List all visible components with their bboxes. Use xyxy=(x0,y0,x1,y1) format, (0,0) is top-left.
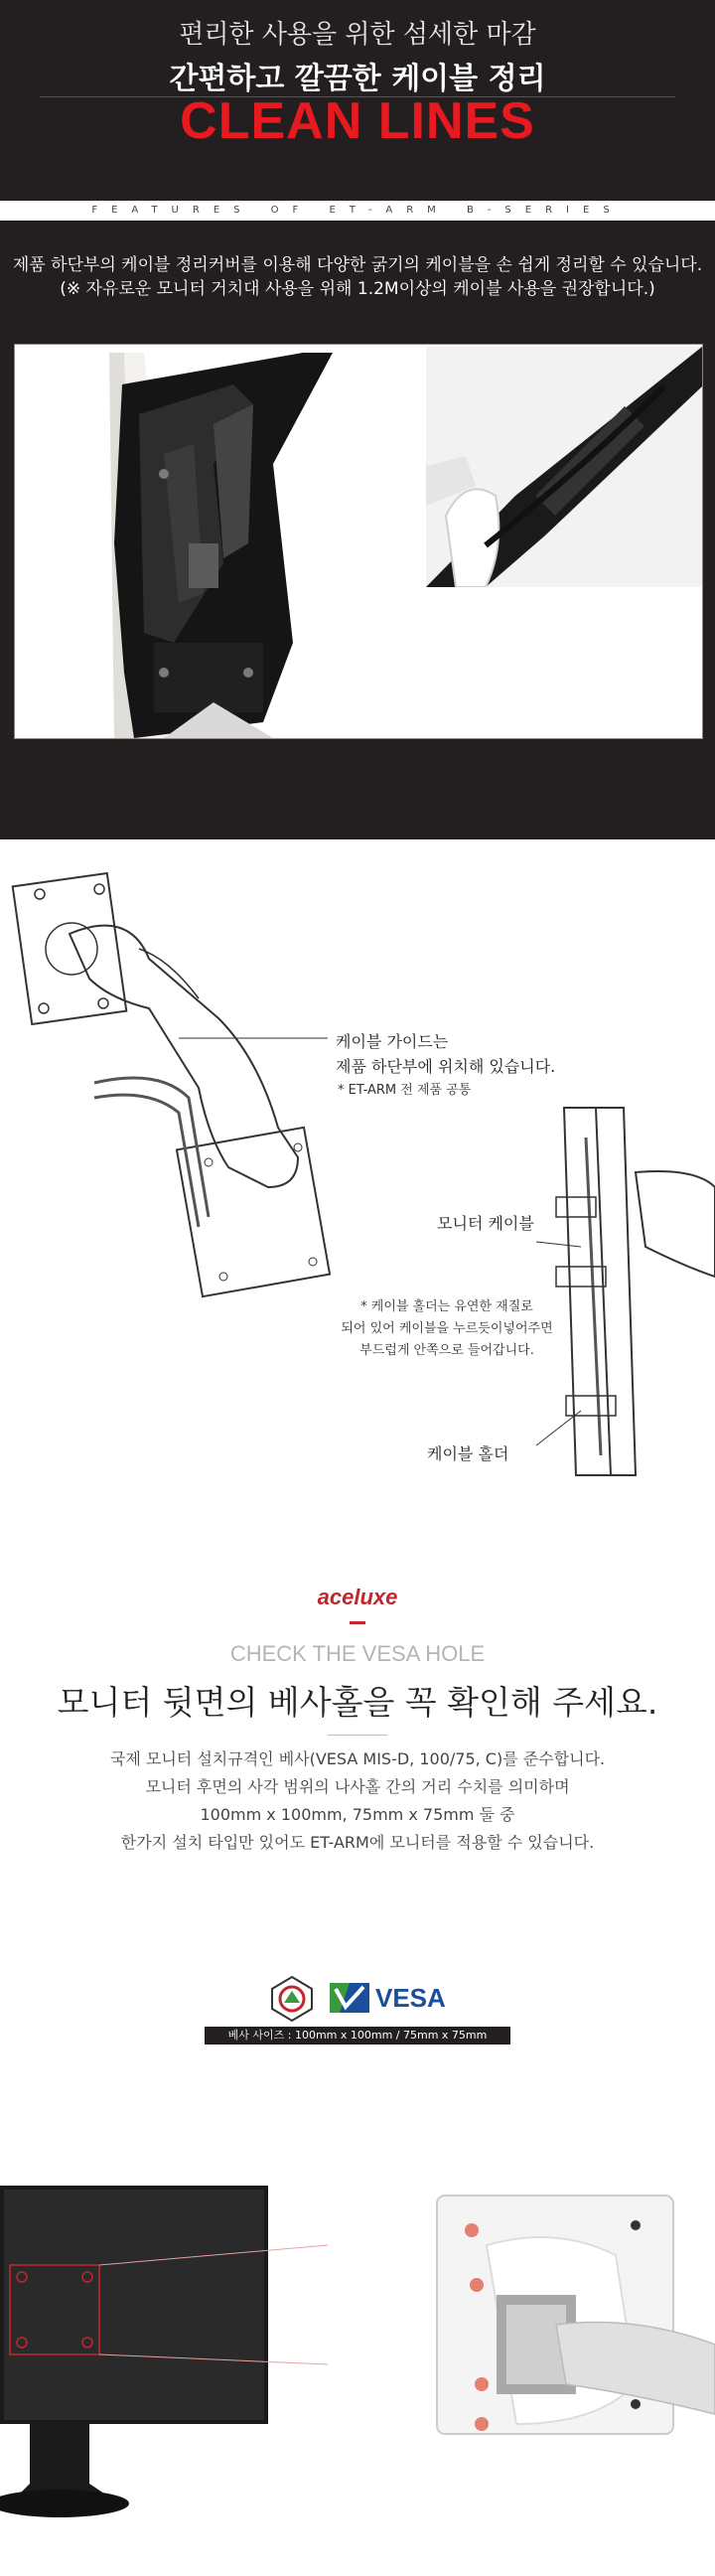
vesa-logo-icon xyxy=(330,1983,369,2013)
brand-logo: aceluxe xyxy=(317,1585,398,1609)
vesa-hole-illustration xyxy=(0,2186,715,2572)
vesa-heading-en: CHECK THE VESA HOLE xyxy=(229,1641,486,1666)
cable-desc-line2: (※ 자유로운 모니터 거치대 사용을 위해 1.2M이상의 케이블 사용을 권장합니다.) xyxy=(60,279,655,299)
vesa-description xyxy=(0,1745,715,1857)
section-title: 간편하고 깔끔한 케이블 정리 xyxy=(169,62,546,96)
holder-note-1: * 케이블 홀더는 유연한 재질로 xyxy=(360,1299,533,1314)
cable-guide-label: 케이블 가이드는 xyxy=(336,1032,449,1051)
vesa-desc-line4: 한가지 설치 타입만 있어도 ET-ARM에 모니터를 적용할 수 있습니다. xyxy=(120,1833,595,1852)
cable-guide-photo xyxy=(426,347,702,587)
arm-illustration xyxy=(0,839,715,1515)
vesa-heading-ko: 모니터 뒷면의 베사홀을 꼭 확인해 주세요. xyxy=(57,1683,658,1722)
cable-section xyxy=(0,0,715,839)
vesa-desc-line1: 국제 모니터 설치규격인 베사(VESA MIS-D, 100/75, C)를 준수합니다. xyxy=(109,1749,606,1768)
clean-lines-banner: CLEAN LINES xyxy=(180,92,535,150)
vesa-logo-text: VESA xyxy=(375,1983,446,2013)
cable-guide-label-2: 제품 하단부에 위치해 있습니다. xyxy=(336,1057,556,1076)
holder-note-2: 되어 있어 케이블을 누르듯이넣어주면 xyxy=(341,1321,553,1336)
vesa-desc-line3: 100mm x 100mm, 75mm x 75mm 둘 중 xyxy=(200,1805,515,1824)
vesa-divider xyxy=(328,1735,387,1736)
cable-cover-photo xyxy=(15,345,420,738)
certification-icon xyxy=(268,1975,316,2023)
features-bar xyxy=(0,201,715,221)
cable-holder-label: 케이블 홀더 xyxy=(427,1444,509,1463)
section-subtitle: 편리한 사용을 위한 섬세한 마감 xyxy=(179,20,536,50)
monitor-cable-label: 모니터 케이블 xyxy=(437,1214,534,1233)
vesa-size-label: 베사 사이즈 : 100mm x 100mm / 75mm x 75mm xyxy=(205,2027,510,2045)
vesa-desc-line2: 모니터 후면의 사각 범위의 나사홀 간의 거리 수치를 의미하며 xyxy=(145,1777,570,1796)
cable-diagram xyxy=(0,839,715,1515)
cable-desc-line1: 제품 하단부의 케이블 정리커버를 이용해 다양한 굵기의 케이블을 손 쉽게 정리할 수 있습니다. xyxy=(12,255,703,275)
guide-note: * ET-ARM 전 제품 공통 xyxy=(338,1083,472,1098)
brand-underline xyxy=(350,1621,365,1624)
holder-note-3: 부드럽게 안쪽으로 들어갑니다. xyxy=(359,1343,534,1358)
features-label: FEATURES OF ET-ARM B-SERIES xyxy=(91,205,624,216)
cable-photos xyxy=(14,344,703,739)
